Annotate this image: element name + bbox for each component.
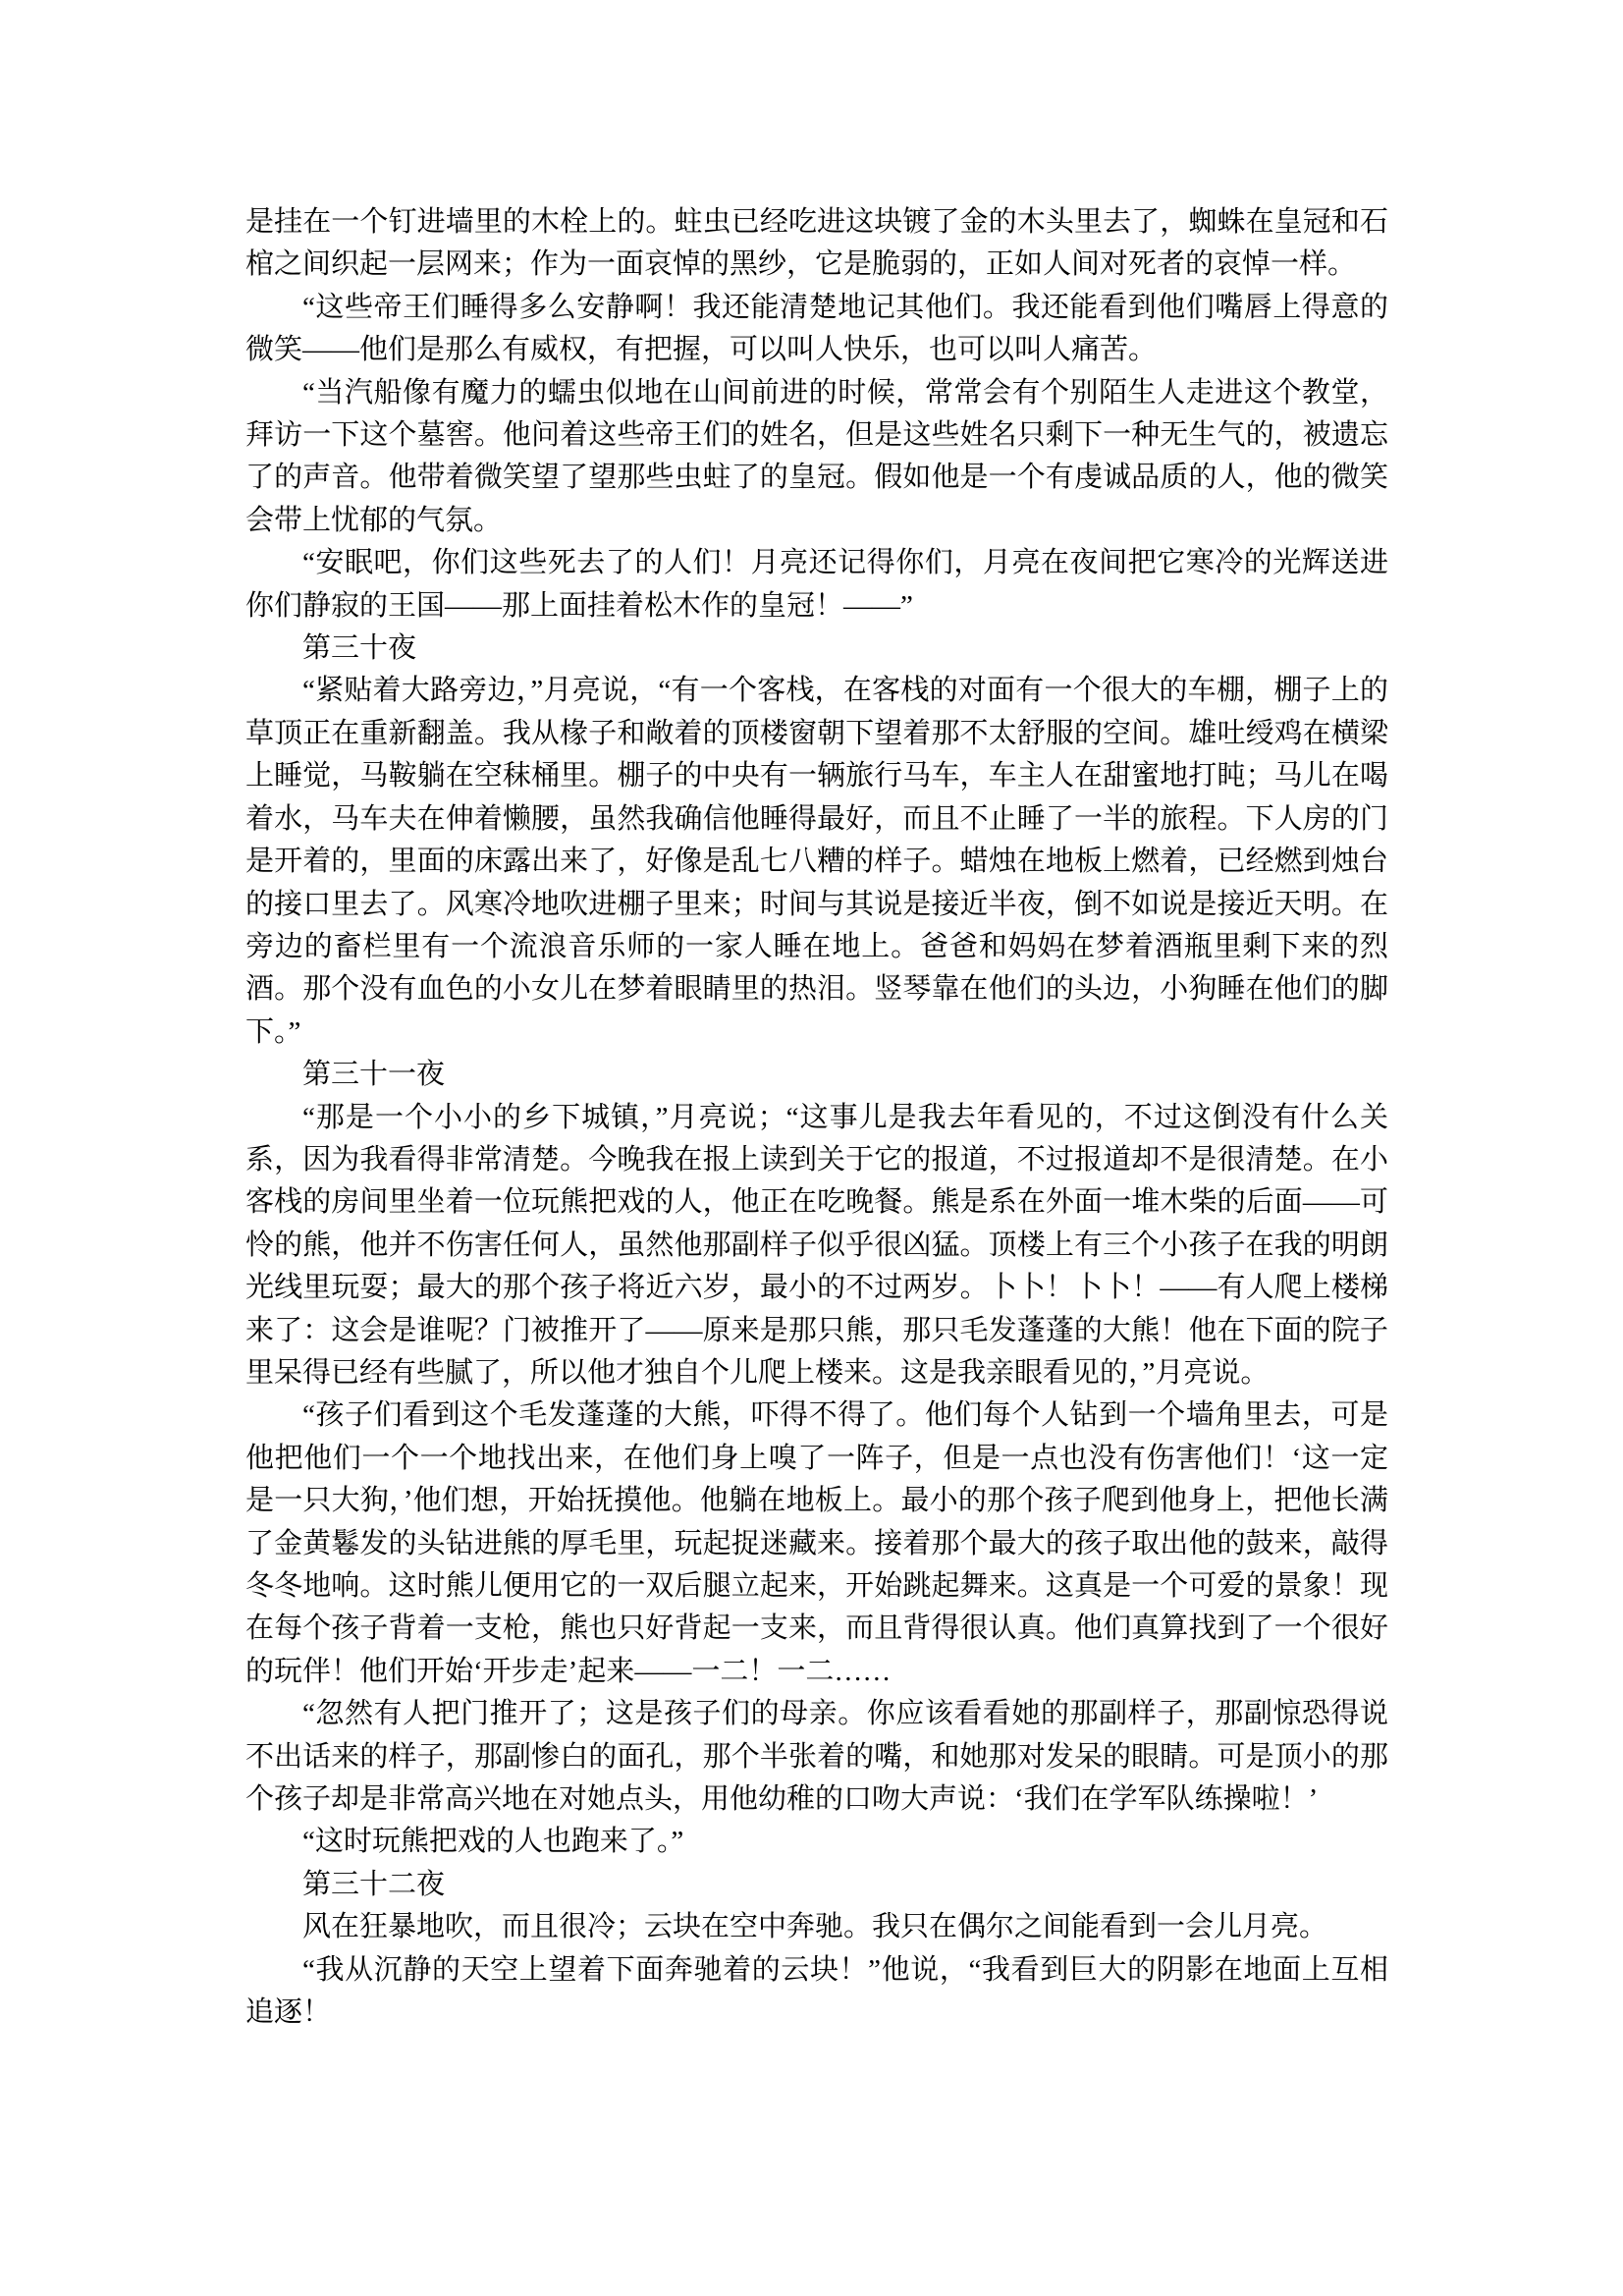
paragraph: 风在狂暴地吹，而且很冷；云块在空中奔驰。我只在偶尔之间能看到一会儿月亮。 (302, 1911, 1328, 1943)
paragraph: 是挂在一个钉进墙里的木栓上的。蛀虫已经吃进这块镀了金的木头里去了，蜘蛛在皇冠和石棺之间织起一层网来；作为一面哀悼的黑纱，它是脆弱的，正如人间对死者的哀悼一样。 (245, 206, 1388, 281)
paragraph: “那是一个小小的乡下城镇，”月亮说；“这事儿是我去年看见的，不过这倒没有什么关系，因为我看得非常清楚。今晚我在报上读到关于它的报道，不过报道却不是很清楚。在小客栈的房间里坐着一位玩熊把戏的人，他正在吃晚餐。熊是系在外面一堆木柴的后面——可怜的熊，他并不伤害任何人，虽然他那副样子似乎很凶猛。顶楼上有三个小孩子在我的明朗光线里玩耍；最大的那个孩子将近六岁，最小的不过两岁。卜卜！卜卜！——有人爬上楼梯来了：这会是谁呢？门被推开了——原来是那只熊，那只毛发蓬蓬的大熊！他在下面的院子里呆得已经有些腻了，所以他才独自个儿爬上楼来。这是我亲眼看见的，”月亮说。 (245, 1101, 1388, 1389)
section-heading: 第三十二夜 (302, 1868, 446, 1900)
paragraph: “安眠吧，你们这些死去了的人们！月亮还记得你们，月亮在夜间把它寒冷的光辉送进你们静寂的王国——那上面挂着松木作的皇冠！——” (245, 547, 1388, 622)
paragraph: “忽然有人把门推开了；这是孩子们的母亲。你应该看看她的那副样子，那副惊恐得说不出话来的样子，那副惨白的面孔，那个半张着的嘴，和她那对发呆的眼睛。可是顶小的那个孩子却是非常高兴地在对她点头，用他幼稚的口吻大声说：‘我们在学军队练操啦！’ (245, 1698, 1388, 1816)
section-heading: 第三十一夜 (302, 1059, 446, 1091)
paragraph: “当汽船像有魔力的蠕虫似地在山间前进的时候，常常会有个别陌生人走进这个教堂，拜访一下这个墓窖。他问着这些帝王们的姓名，但是这些姓名只剩下一种无生气的，被遗忘了的声音。他带着微笑望了望那些虫蛀了的皇冠。假如他是一个有虔诚品质的人，他的微笑会带上忧郁的气氛。 (245, 376, 1388, 536)
text-body (245, 201, 1388, 2034)
paragraph: “紧贴着大路旁边，”月亮说，“有一个客栈，在客栈的对面有一个很大的车棚，棚子上的草顶正在重新翻盖。我从椽子和敞着的顶楼窗朝下望着那不太舒服的空间。雄吐绶鸡在横梁上睡觉，马鞍躺在空秣桶里。棚子的中央有一辆旅行马车，车主人在甜蜜地打盹；马儿在喝着水，马车夫在伸着懒腰，虽然我确信他睡得最好，而且不止睡了一半的旅程。下人房的门是开着的，里面的床露出来了，好像是乱七八糟的样子。蜡烛在地板上燃着，已经燃到烛台的接口里去了。风寒冷地吹进棚子里来；时间与其说是接近半夜，倒不如说是接近天明。在旁边的畜栏里有一个流浪音乐师的一家人睡在地上。爸爸和妈妈在梦着酒瓶里剩下来的烈酒。那个没有血色的小女儿在梦着眼睛里的热泪。竖琴靠在他们的头边，小狗睡在他们的脚下。” (245, 675, 1388, 1048)
section-heading: 第三十夜 (302, 632, 417, 665)
paragraph: “这时玩熊把戏的人也跑来了。” (302, 1826, 684, 1858)
paragraph: “我从沉静的天空上望着下面奔驰着的云块！”他说，“我看到巨大的阴影在地面上互相追逐！ (245, 1953, 1388, 2029)
paragraph: “孩子们看到这个毛发蓬蓬的大熊，吓得不得了。他们每个人钻到一个墙角里去，可是他把他们一个一个地找出来，在他们身上嗅了一阵子，但是一点也没有伤害他们！‘这一定是一只大狗，’他们想，开始抚摸他。他躺在地板上。最小的那个孩子爬到他身上，把他长满了金黄鬈发的头钻进熊的厚毛里，玩起捉迷藏来。接着那个最大的孩子取出他的鼓来，敲得冬冬地响。这时熊儿便用它的一双后腿立起来，开始跳起舞来。这真是一个可爱的景象！现在每个孩子背着一支枪，熊也只好背起一支来，而且背得很认真。他们真算找到了一个很好的玩伴！他们开始‘开步走’起来——一二！一二…… (245, 1399, 1388, 1687)
paragraph: “这些帝王们睡得多么安静啊！我还能清楚地记其他们。我还能看到他们嘴唇上得意的微笑——他们是那么有威权，有把握，可以叫人快乐，也可以叫人痛苦。 (245, 291, 1388, 366)
